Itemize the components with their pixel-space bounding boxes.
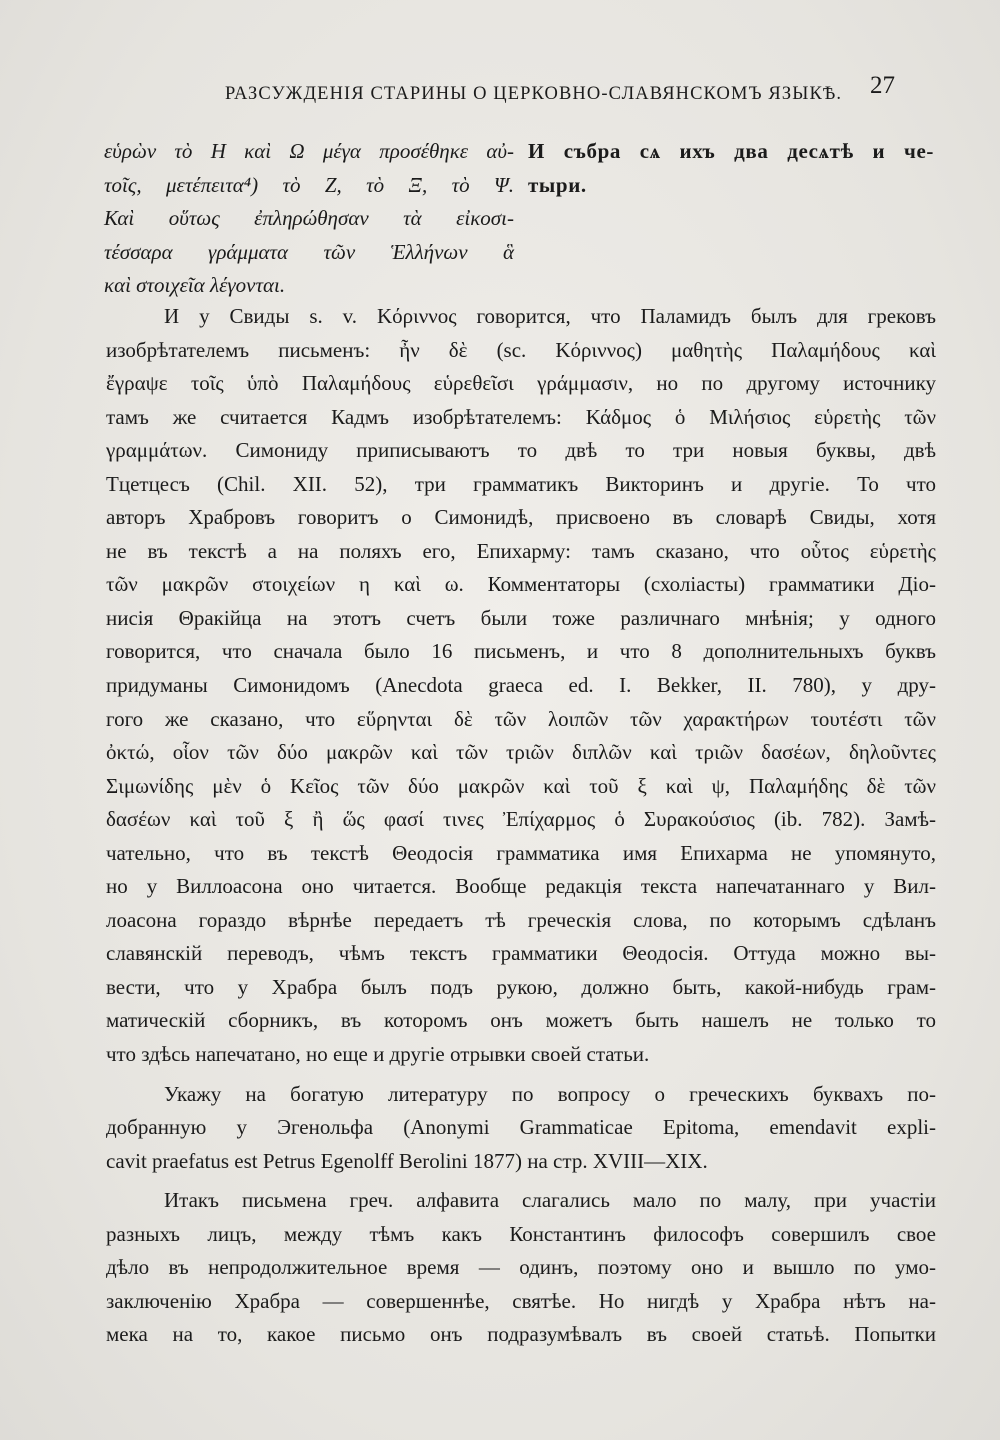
text-line: нисія Θракійца на этотъ счетъ были тоже различнаго мнѣнія; у одного [106,605,936,630]
running-title: РАЗСУЖДЕНІЯ СТАРИНЫ О ЦЕРКОВНО-СЛАВЯНСКОМЪ ЯЗЫКѢ. [225,84,843,104]
text-line: разныхъ лицъ, между тѣмъ какъ Константинъ философъ совершилъ свое [106,1221,936,1246]
text-line: Итакъ письмена греч. алфавита слагались мало по малу, при участіи [164,1188,936,1213]
slavonic-line: тыри. [528,172,587,197]
page-number: 27 [870,72,895,99]
greek-line: τοῖς, μετέπειτα⁴) τὸ Ζ, τὸ Ξ, τὸ Ψ. [104,172,514,197]
text-line: ὀκτώ, οἷον τῶν δύο μακρῶν καὶ τῶν τριῶν διπλῶν καὶ τριῶν δασέων, δηλοῦντες [106,740,936,765]
text-line: Укажу на богатую литературу по вопросу о греческихъ буквахъ по- [164,1081,936,1106]
text-line: δασέων καὶ τοῦ ξ ἢ ὥς φασί τινες Ἐπίχαρμος ὁ Συρακούσιος (ib. 782). Замѣ- [106,807,936,832]
text-line: γραμμάτων. Симониду приписываютъ то двѣ то три новыя буквы, двѣ [106,438,936,463]
paragraph [106,300,936,1072]
text-line: ἔγραψε τοῖς ὑπὸ Παλαμήδους εὑρεθεῖσι γράμμασιν, но по другому источнику [106,371,936,396]
text-line: но у Виллоасона оно читается. Вообще редакція текста напечатаннаго у Вил- [106,874,936,899]
text-line: матическій сборникъ, въ которомъ онъ можетъ быть нашелъ не только то [106,1008,936,1033]
text-line: заключенію Храбра — совершеннѣе, святѣе. Но нигдѣ у Храбра нѣтъ на- [106,1288,936,1313]
greek-line: καὶ στοιχεῖα λέγονται. [104,273,286,298]
text-line: тамъ же считается Кадмъ изобрѣтателемъ: Κάδμος ὁ Μιλήσιος εὑρετὴς τῶν [106,404,936,429]
text-line: добранную у Эгенольфа (Anonymi Grammaticae Epitoma, emendavit expli- [106,1115,936,1140]
text-line: славянскій переводъ, чѣмъ текстъ грамматики Θеодосія. Оттуда можно вы- [106,941,936,966]
text-line: придуманы Симонидомъ (Anecdota graeca ed. I. Bekker, II. 780), у дру- [106,673,936,698]
text-line: говорится, что сначала было 16 письменъ, и что 8 дополнительныхъ буквъ [106,639,936,664]
page-header [0,72,1000,112]
slavonic-text-column [528,135,934,202]
text-line: что здѣсь напечатано, но еще и другіе отрывки своей статьи. [106,1042,650,1067]
text-line: не въ текстѣ а на поляхъ его, Епихарму: тамъ сказано, что οὗτος εὑρετὴς [106,538,936,563]
text-line: лоасона гораздо вѣрнѣе передаетъ тѣ греческія слова, по которымъ сдѣланъ [106,907,936,932]
text-line: Σιμωνίδης μὲν ὁ Κεῖος τῶν δύο μακρῶν καὶ τοῦ ξ καὶ ψ, Παλαμήδης δὲ τῶν [106,773,936,798]
text-line: авторъ Храбровъ говоритъ о Симонидѣ, присвоено въ словарѣ Свиды, хотя [106,505,936,530]
parallel-text-block [104,135,934,305]
body-text [106,300,936,1352]
greek-line: τέσσαρα γράμματα τῶν Ἑλλήνων ἃ [104,239,514,264]
slavonic-line: И събра сѧ ихъ два десѧтѣ и че- [528,139,934,163]
text-line: чательно, что въ текстѣ Θеодосія грамматика имя Епихарма не упомянуто, [106,840,936,865]
text-line: изобрѣтателемъ письменъ: ἦν δὲ (sc. Κόριννος) μαθητὴς Παλαμήδους καὶ [106,337,936,362]
text-line: Тцетцесъ (Chil. XII. 52), три грамматикъ Викторинъ и другіе. То что [106,471,936,496]
text-line: мека на то, какое письмо онъ подразумѣвалъ въ своей статьѣ. Попытки [106,1322,936,1347]
paragraph [106,1078,936,1179]
greek-line: Καὶ οὕτως ἐπληρώθησαν τὰ εἰκοσι- [104,206,514,231]
text-line: И у Свиды s. v. Κόριννος говорится, что Паламидъ былъ для грековъ [164,304,936,328]
greek-text-column [104,135,514,303]
text-line: вести, что у Храбра былъ подъ рукою, должно быть, какой-нибудь грам- [106,974,936,999]
text-line: дѣло въ непродолжительное время — одинъ, поэтому оно и вышло по умо- [106,1255,936,1280]
greek-line: εὑρὼν τὸ Η καὶ Ω μέγα προσέθηκε αὐ- [104,139,514,163]
text-line: cavit praefatus est Petrus Egenolff Berolini 1877) на стр. XVIII—XIX. [106,1148,708,1173]
paragraph [106,1184,936,1352]
text-line: гого же сказано, что εὕρηνται δὲ τῶν λοιπῶν τῶν χαρακτήρων τουτέστι τῶν [106,706,936,731]
text-line: τῶν μακρῶν στοιχείων η καὶ ω. Комментаторы (схоліасты) грамматики Діо- [106,572,936,597]
